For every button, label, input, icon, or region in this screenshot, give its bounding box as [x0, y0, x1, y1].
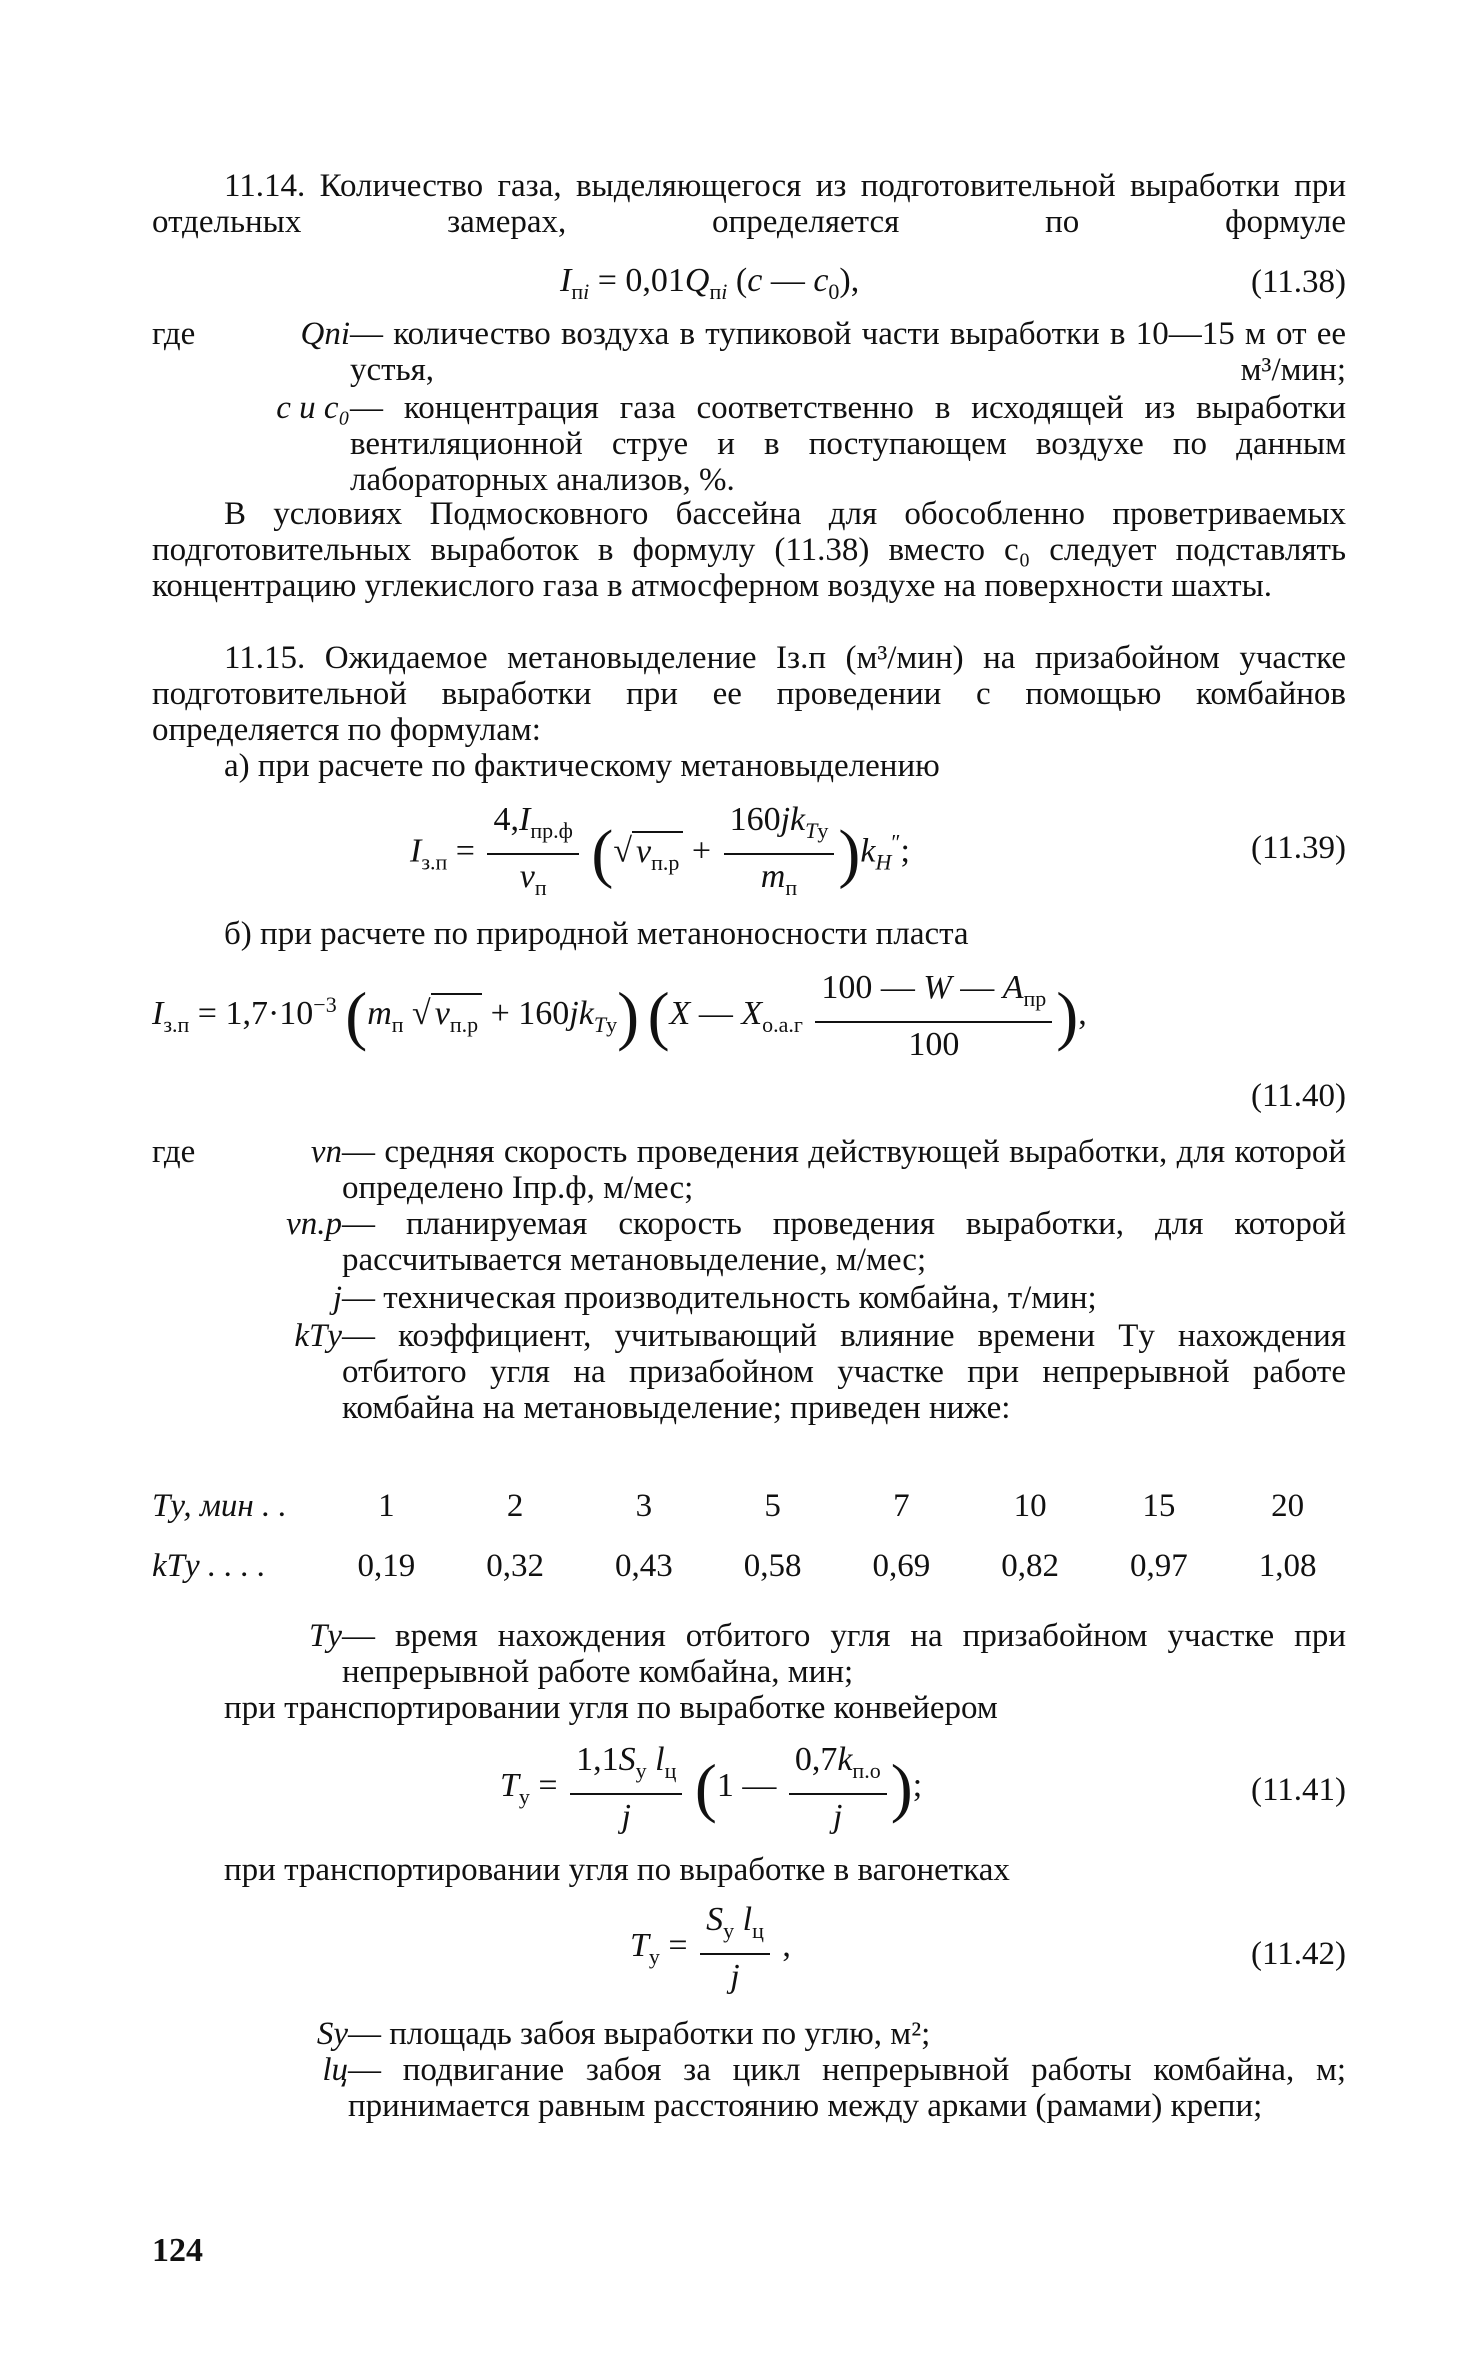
definition-text: — коэффициент, учитывающий влияние времени Tу нахождения отбитого угля на призабойном участке при непрерывной работе комбайна на метановыделение; приведен ниже:	[342, 1318, 1346, 1426]
table-cell: 15	[1142, 1487, 1176, 1524]
definition-term: Qпi	[300, 316, 350, 352]
item-b: б) при расчете по природной метаноносности пласта	[224, 916, 969, 952]
definition-term: j	[332, 1280, 342, 1316]
equation-11-42: $T_у$ = $\frac{S_у l_ц}{j}$ ,	[630, 1901, 791, 1995]
definition-term: с и с₀	[276, 390, 350, 426]
definition-term: Sу	[316, 2016, 348, 2052]
kt-table	[152, 1476, 1352, 1596]
table-cell: 5	[764, 1487, 781, 1524]
table-cell: 0,19	[357, 1547, 416, 1584]
equation-11-41: $T_у$ = $\frac{1,1S_у l_ц}{j}$ (1 — $\frac{0,7k_{п.о}}{j}$ );	[500, 1741, 923, 1835]
definition-term: kTу	[294, 1318, 342, 1354]
definition-text: — подвигание забоя за цикл непрерывной работы комбайна, м; принимается равным расстоянию между арками (рамами) крепи;	[348, 2052, 1346, 2124]
definition-item	[152, 2016, 1346, 2052]
table-cell: 0,82	[1001, 1547, 1059, 1584]
table-cell: 0,69	[872, 1547, 931, 1584]
table-cell: 1,08	[1258, 1547, 1317, 1584]
table-cell: 0,43	[615, 1547, 673, 1584]
definition-term: vп.р	[286, 1206, 342, 1242]
definition-term: vп	[310, 1134, 342, 1170]
table-row	[152, 1476, 1352, 1536]
item-a: а) при расчете по фактическому метановыделению	[224, 748, 940, 784]
definition-item	[152, 1618, 1346, 1690]
equation-number: (11.41)	[1250, 1772, 1346, 1808]
page-number: 124	[152, 2232, 203, 2269]
table-cell: 1	[378, 1487, 395, 1524]
where-label: где	[152, 1134, 196, 1170]
definition-text: — количество воздуха в тупиковой части выработки в 10—15 м от ее устья, м³/мин;	[350, 316, 1347, 388]
table-row	[152, 1536, 1352, 1596]
table-cell: 20	[1271, 1487, 1305, 1524]
equation-11-40: $I_{з.п} = 1,7\cdot 10^{-3}$ ($m_п$ √ $v_{п.р} + 160jk_{Tу}$) (X — $X_{о.а.г}$ $\frac{100 — W — A_{пр}}{100}$ ),	[152, 969, 1087, 1063]
definition-item	[152, 1134, 1346, 1206]
table-cell: 3	[635, 1487, 653, 1524]
definition-item	[152, 390, 1346, 498]
definition-text: — площадь забоя выработки по углю, м²;	[348, 2016, 931, 2052]
equation-number: (11.38)	[1250, 264, 1346, 300]
table-cell: 0,97	[1130, 1547, 1188, 1584]
definition-item	[152, 316, 1346, 388]
definition-text: — время нахождения отбитого угля на призабойном участке при непрерывной работе комбайна, мин;	[342, 1618, 1347, 1690]
table-cell: 0,32	[486, 1547, 544, 1584]
paragraph-wagons: при транспортировании угля по выработке в вагонетках	[224, 1852, 1010, 1888]
equation-number: (11.39)	[1250, 830, 1346, 866]
definition-item	[152, 1280, 1346, 1316]
paragraph-conveyor: при транспортировании угля по выработке конвейером	[224, 1690, 998, 1726]
equation-number: (11.40)	[1250, 1078, 1346, 1114]
row-label: kTу . . . .	[152, 1547, 266, 1584]
definition-text: — концентрация газа соответственно в исходящей из выработки вентиляционной струе и в поступающем воздухе по данным лабораторных анализов, %.	[350, 390, 1347, 498]
table-cell: 7	[893, 1487, 910, 1524]
row-label: Tу, мин . .	[152, 1487, 287, 1524]
definition-item	[152, 1206, 1346, 1278]
equation-11-39: $I_{з.п}$ = $\frac{4,I_{пр.ф}}{v_п}$ (√ $v_{п.р}$ + $\frac{160jk_{Tу}}{m_п}$ )$k_H''$;	[410, 801, 910, 900]
definition-text: — техническая производительность комбайна, т/мин;	[342, 1280, 1097, 1316]
paragraph-moscow-basin: В условиях Подмосковного бассейна для обособленно проветриваемых подготовительных выработок в формулу (11.38) вместо с₀ следует подставлять концентрацию углекислого газа в атмосферном воздухе на поверхности шахты.	[152, 496, 1346, 604]
definition-text: — средняя скорость проведения действующей выработки, для которой определено Iпр.ф, м/мес;	[342, 1134, 1347, 1206]
definition-item	[152, 1318, 1346, 1462]
definition-term: lц	[322, 2052, 348, 2088]
table-cell: 0,58	[743, 1547, 802, 1584]
definition-term: Tу	[309, 1618, 342, 1654]
table-cell: 10	[1013, 1487, 1047, 1524]
definition-item	[152, 2052, 1346, 2160]
definition-text: — планируемая скорость проведения выработки, для которой рассчитывается метановыделение, м/мес;	[342, 1206, 1346, 1278]
table-cell: 2	[506, 1487, 524, 1524]
equation-11-38: $I_{пi} = 0,01Q_{пi}$ (с — $с_0$),	[560, 262, 860, 304]
paragraph-11-14: 11.14. Количество газа, выделяющегося из подготовительной выработки при отдельных замерах, определяется по формуле	[152, 168, 1346, 240]
equation-number: (11.42)	[1250, 1936, 1346, 1972]
where-label: где	[152, 316, 196, 352]
paragraph-11-15: 11.15. Ожидаемое метановыделение Iз.п (м³/мин) на призабойном участке подготовительной выработки при ее проведении с помощью комбайнов определяется по формулам:	[152, 640, 1346, 748]
